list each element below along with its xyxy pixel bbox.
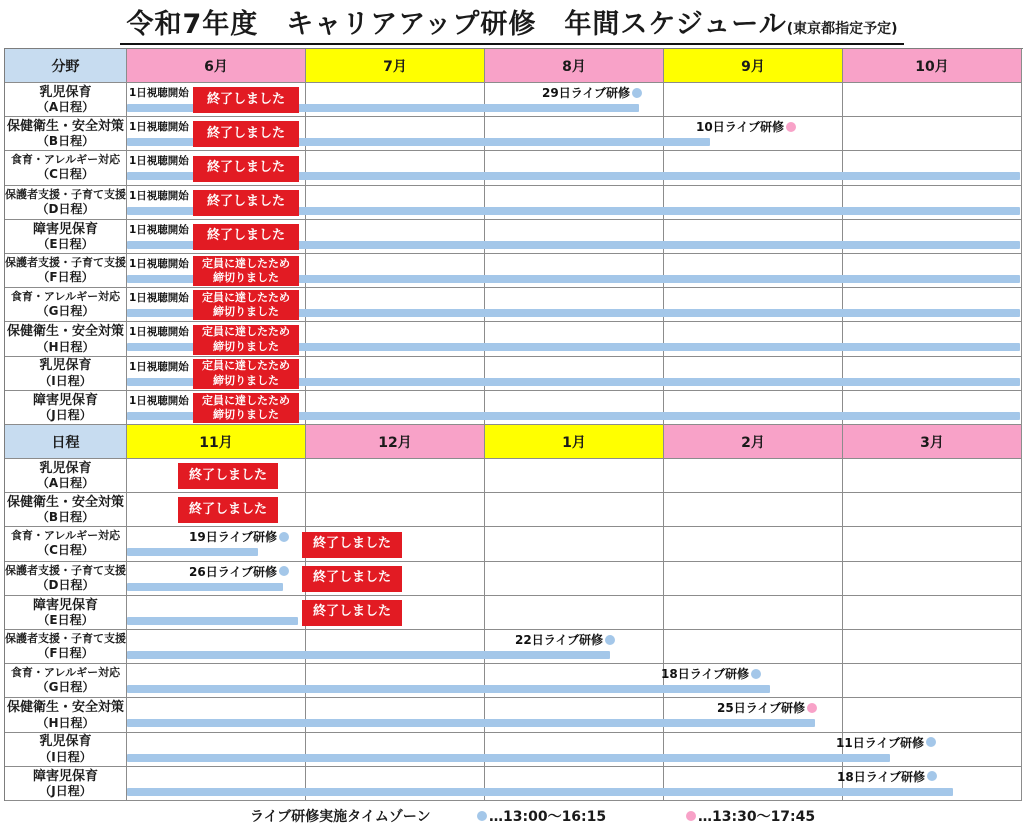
month-header: 6月 — [127, 49, 306, 83]
grid-cell — [306, 186, 485, 220]
grid-cell — [127, 733, 306, 767]
live-session-text: 22日ライブ研修 — [515, 633, 603, 647]
month-header: 10月 — [843, 49, 1022, 83]
schedule-gantt-table — [4, 48, 1023, 801]
legend-item-blue — [477, 806, 606, 826]
grid-cell — [485, 527, 664, 561]
schedule-code: （C日程） — [37, 543, 94, 558]
row-category — [5, 527, 127, 561]
grid-cell — [843, 493, 1022, 527]
row-category — [5, 493, 127, 527]
blue-timezone-dot-icon — [751, 669, 761, 679]
grid-cell — [485, 186, 664, 220]
viewing-start-label: 1日視聴開始 — [129, 360, 189, 373]
viewing-start-label: 1日視聴開始 — [129, 326, 189, 339]
status-badge — [193, 224, 299, 250]
grid-cell — [664, 288, 843, 322]
row-category — [5, 630, 127, 664]
grid-cell — [485, 220, 664, 254]
status-badge — [193, 290, 299, 320]
grid-cell — [843, 117, 1022, 151]
grid-cell — [485, 322, 664, 356]
row-category — [5, 767, 127, 801]
pink-timezone-dot-icon — [686, 811, 696, 821]
schedule-code: （D日程） — [36, 577, 95, 592]
row-category — [5, 596, 127, 630]
grid-cell — [485, 596, 664, 630]
month-header: 11月 — [127, 425, 306, 459]
schedule-code: （F日程） — [37, 646, 94, 660]
status-badge — [302, 566, 402, 592]
grid-cell — [306, 459, 485, 493]
month-header: 8月 — [485, 49, 664, 83]
grid-cell — [843, 391, 1022, 425]
status-badge-line: 締切りました — [213, 305, 279, 319]
status-badge-line: 終了しました — [188, 467, 267, 483]
viewing-start-label: 1日視聴開始 — [129, 394, 189, 407]
row-category — [5, 357, 127, 391]
grid-cell — [664, 357, 843, 391]
grid-cell — [664, 527, 843, 561]
table-section-header: 分野 — [5, 49, 127, 83]
viewing-start-label: 1日視聴開始 — [129, 87, 189, 99]
grid-cell — [664, 186, 843, 220]
live-session-label — [515, 631, 615, 648]
status-badge-line: 定員に達したため — [202, 325, 290, 339]
grid-cell — [664, 562, 843, 596]
category-name: 食育・アレルギー対応 — [10, 290, 121, 304]
grid-cell — [306, 151, 485, 185]
schedule-code: （H日程） — [36, 715, 95, 730]
category-name: 障害児保育 — [32, 597, 98, 613]
status-badge-line: 定員に達したため — [202, 393, 290, 407]
grid-cell — [127, 767, 306, 801]
grid-cell — [127, 698, 306, 732]
grid-cell — [306, 630, 485, 664]
row-category — [5, 698, 127, 732]
grid-cell — [306, 733, 485, 767]
row-category — [5, 254, 127, 288]
status-badge — [193, 359, 299, 389]
status-badge — [193, 121, 299, 147]
legend — [0, 805, 1024, 827]
live-session-label — [542, 84, 642, 101]
grid-cell — [306, 664, 485, 698]
pink-timezone-dot-icon — [807, 703, 817, 713]
viewing-start-label: 1日視聴開始 — [129, 223, 189, 236]
grid-cell — [485, 459, 664, 493]
category-name: 食育・アレルギー対応 — [10, 153, 121, 167]
grid-cell — [306, 767, 485, 801]
grid-cell — [306, 322, 485, 356]
grid-cell — [664, 220, 843, 254]
live-session-label — [661, 665, 761, 682]
grid-cell — [843, 288, 1022, 322]
viewing-start-label: 1日視聴開始 — [129, 258, 189, 270]
status-badge-line: 定員に達したため — [202, 256, 290, 270]
status-badge-line: 定員に達したため — [202, 291, 290, 304]
status-badge — [193, 393, 299, 423]
status-badge — [302, 532, 402, 558]
grid-cell — [843, 220, 1022, 254]
grid-cell — [306, 391, 485, 425]
grid-cell — [485, 493, 664, 527]
grid-cell — [306, 493, 485, 527]
blue-timezone-dot-icon — [926, 737, 936, 747]
grid-cell — [664, 630, 843, 664]
schedule-bar — [127, 548, 258, 556]
category-name: 乳児保育 — [39, 734, 92, 750]
month-header: 2月 — [664, 425, 843, 459]
grid-cell — [485, 562, 664, 596]
live-session-label — [717, 699, 817, 716]
schedule-code: （D日程） — [36, 201, 95, 216]
schedule-code: （A日程） — [36, 476, 95, 491]
schedule-code: （H日程） — [36, 339, 95, 354]
schedule-bar — [127, 719, 815, 727]
live-session-text: 26日ライブ研修 — [189, 564, 277, 579]
schedule-code: （J日程） — [39, 407, 92, 422]
grid-cell — [664, 391, 843, 425]
grid-cell — [306, 117, 485, 151]
month-header: 3月 — [843, 425, 1022, 459]
category-name: 保健衛生・安全対策 — [6, 495, 124, 511]
grid-cell — [485, 151, 664, 185]
grid-cell — [306, 83, 485, 117]
grid-cell — [664, 83, 843, 117]
row-category — [5, 562, 127, 596]
live-session-label — [696, 118, 796, 135]
grid-cell — [843, 664, 1022, 698]
status-badge — [178, 463, 278, 489]
live-session-text: 19日ライブ研修 — [189, 530, 277, 545]
category-name: 保健衛生・安全対策 — [6, 324, 124, 340]
grid-cell — [485, 288, 664, 322]
live-session-text: 11日ライブ研修 — [836, 735, 924, 750]
grid-cell — [485, 664, 664, 698]
grid-cell — [485, 391, 664, 425]
month-header: 12月 — [306, 425, 485, 459]
grid-cell — [485, 698, 664, 732]
viewing-start-label: 1日視聴開始 — [129, 121, 189, 134]
grid-cell — [306, 698, 485, 732]
viewing-start-label: 1日視聴開始 — [129, 155, 189, 168]
status-badge-line: 終了しました — [206, 91, 285, 107]
blue-timezone-dot-icon — [279, 532, 289, 542]
status-badge — [193, 325, 299, 355]
row-category — [5, 151, 127, 185]
row-category — [5, 733, 127, 767]
category-name: 障害児保育 — [32, 392, 98, 408]
grid-cell — [664, 767, 843, 801]
status-badge — [302, 600, 402, 626]
schedule-code: （J日程） — [39, 783, 92, 798]
schedule-bar — [127, 788, 953, 796]
live-session-text: 18日ライブ研修 — [837, 769, 925, 784]
category-name: 保健衛生・安全対策 — [6, 700, 124, 716]
grid-cell — [127, 630, 306, 664]
row-category — [5, 391, 127, 425]
schedule-code: （I日程） — [39, 749, 92, 764]
grid-cell — [485, 733, 664, 767]
live-session-text: 25日ライブ研修 — [717, 701, 805, 716]
pink-timezone-dot-icon — [786, 122, 796, 132]
month-header: 1月 — [485, 425, 664, 459]
live-session-label — [836, 734, 936, 751]
row-category — [5, 83, 127, 117]
schedule-bar — [127, 617, 298, 625]
category-name: 障害児保育 — [32, 221, 98, 237]
grid-cell — [843, 151, 1022, 185]
grid-cell — [843, 322, 1022, 356]
category-name: 保護者支援・子育て支援 — [5, 256, 126, 270]
status-badge-line: 終了しました — [312, 570, 391, 586]
viewing-start-label: 1日視聴開始 — [129, 189, 189, 202]
legend-item-pink-text: …13:30～17:45 — [698, 809, 816, 825]
schedule-bar — [127, 583, 283, 591]
schedule-bar — [127, 685, 770, 693]
category-name: 保健衛生・安全対策 — [6, 119, 124, 135]
category-name: 乳児保育 — [39, 460, 92, 476]
schedule-bar — [127, 651, 610, 659]
schedule-code: （A日程） — [36, 100, 95, 115]
blue-timezone-dot-icon — [632, 88, 642, 98]
category-name: 食育・アレルギー対応 — [10, 666, 121, 680]
legend-item-blue-text: …13:00～16:15 — [489, 809, 607, 825]
status-badge-line: 終了しました — [312, 604, 391, 620]
grid-cell — [843, 186, 1022, 220]
status-badge — [193, 190, 299, 216]
grid-cell — [843, 562, 1022, 596]
blue-timezone-dot-icon — [279, 566, 289, 576]
grid-cell — [664, 151, 843, 185]
row-category — [5, 459, 127, 493]
status-badge-line: 締切りました — [213, 271, 279, 285]
row-category — [5, 322, 127, 356]
grid-cell — [843, 527, 1022, 561]
schedule-code: （G日程） — [36, 304, 95, 319]
schedule-code: （C日程） — [37, 167, 94, 182]
grid-cell — [306, 288, 485, 322]
schedule-code: （G日程） — [36, 680, 95, 695]
grid-cell — [843, 698, 1022, 732]
status-badge — [178, 497, 278, 523]
category-name: 保護者支援・子育て支援 — [5, 632, 126, 646]
grid-cell — [306, 357, 485, 391]
live-session-label — [837, 768, 937, 785]
status-badge-line: 終了しました — [206, 194, 285, 210]
page-title: 令和7年度 キャリアアップ研修 年間スケジュール — [126, 9, 787, 40]
grid-cell — [843, 596, 1022, 630]
page-title-suffix: (東京都指定予定) — [786, 21, 898, 37]
status-badge-line: 締切りました — [213, 407, 279, 421]
title-bar — [0, 2, 1024, 45]
grid-cell — [843, 83, 1022, 117]
status-badge — [193, 156, 299, 182]
grid-cell — [664, 254, 843, 288]
status-badge — [193, 87, 299, 113]
grid-cell — [127, 664, 306, 698]
grid-cell — [664, 459, 843, 493]
grid-cell — [485, 357, 664, 391]
status-badge-line: 締切りました — [213, 339, 279, 353]
blue-timezone-dot-icon — [927, 771, 937, 781]
grid-cell — [306, 254, 485, 288]
status-badge-line: 終了しました — [206, 125, 285, 141]
live-session-label — [189, 563, 289, 580]
grid-cell — [843, 254, 1022, 288]
category-name: 保護者支援・子育て支援 — [5, 187, 126, 201]
grid-cell — [843, 459, 1022, 493]
grid-cell — [843, 357, 1022, 391]
grid-cell — [306, 220, 485, 254]
schedule-code: （B日程） — [36, 510, 95, 525]
grid-cell — [485, 254, 664, 288]
blue-timezone-dot-icon — [605, 635, 615, 645]
live-session-label — [189, 528, 289, 545]
category-name: 乳児保育 — [39, 84, 92, 100]
grid-cell — [485, 767, 664, 801]
status-badge — [193, 256, 299, 286]
row-category — [5, 117, 127, 151]
schedule-code: （E日程） — [37, 612, 94, 627]
live-session-text: 29日ライブ研修 — [542, 86, 630, 100]
grid-cell — [664, 733, 843, 767]
viewing-start-label: 1日視聴開始 — [129, 292, 189, 305]
status-badge-line: 定員に達したため — [202, 359, 290, 373]
category-name: 乳児保育 — [39, 358, 92, 374]
status-badge-line: 終了しました — [312, 536, 391, 552]
schedule-code: （I日程） — [39, 373, 92, 388]
grid-cell — [485, 117, 664, 151]
category-name: 保護者支援・子育て支援 — [5, 563, 126, 577]
title-underline — [120, 2, 903, 45]
grid-cell — [664, 322, 843, 356]
month-header: 9月 — [664, 49, 843, 83]
status-badge-line: 締切りました — [213, 373, 279, 387]
schedule-code: （B日程） — [36, 134, 95, 149]
schedule-bar — [127, 754, 890, 762]
blue-timezone-dot-icon — [477, 811, 487, 821]
status-badge-line: 終了しました — [188, 501, 267, 517]
row-category — [5, 220, 127, 254]
schedule-code: （F日程） — [37, 270, 94, 284]
category-name: 障害児保育 — [32, 768, 98, 784]
grid-cell — [664, 596, 843, 630]
schedule-code: （E日程） — [37, 236, 94, 251]
status-badge-line: 終了しました — [206, 160, 285, 176]
row-category — [5, 288, 127, 322]
row-category — [5, 664, 127, 698]
live-session-text: 18日ライブ研修 — [661, 667, 749, 682]
status-badge-line: 終了しました — [206, 228, 285, 244]
grid-cell — [664, 493, 843, 527]
month-header: 7月 — [306, 49, 485, 83]
grid-cell — [127, 596, 306, 630]
legend-item-pink — [686, 806, 815, 826]
grid-cell — [843, 630, 1022, 664]
category-name: 食育・アレルギー対応 — [10, 529, 121, 543]
live-session-text: 10日ライブ研修 — [696, 120, 784, 135]
row-category — [5, 186, 127, 220]
table-section-header: 日程 — [5, 425, 127, 459]
legend-title: ライブ研修実施タイムゾーン — [250, 809, 431, 825]
